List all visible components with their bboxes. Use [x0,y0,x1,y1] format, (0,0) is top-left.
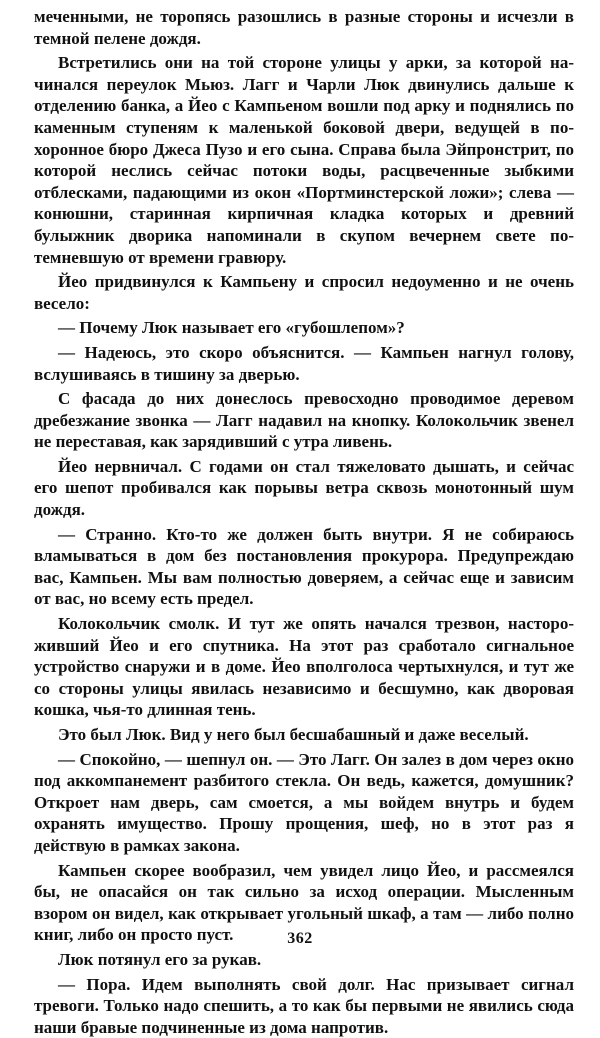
dialogue-line: — Надеюсь, это скоро объяснится. — Кампьен нагнул голову, вслушиваясь в тишину за дверью. [34,342,574,384]
paragraph-continuation: меченными, не торопясь разошлись в разные стороны и исчезли в темной пелене дождя. [34,7,574,48]
paragraph: Йео нервничал. С годами он стал тяжеловато дышать, и сейчас его шепот пробивался как порывы ветра сквозь монотонный шум дождя. [34,456,574,520]
dialogue-line: — Почему Люк называет его «губошлепом»? [58,318,405,338]
paragraph: Люк потянул его за рукав. [58,949,262,969]
paragraph: Йео придвинулся к Кампьену и спросил недоуменно и не очень весело: [34,272,574,313]
page-number: 362 [287,930,313,947]
paragraph: С фасада до них донеслось превосходно проводимое деревом дребезжание звонка — Лагг надавил на кнопку. Колокольчик звенел не переставая, как зарядивший с утра ливень. [34,389,574,452]
paragraph: Колокольчик смолк. И тут же опять начался трезвон, настороживший Йео и его спутника. На этот раз сработало сигнальное устройство снаружи и в доме. Йео вполголоса чертыхнулся, и тут же со стороны улицы явилась независимо и бесшумно, как дворовая кошка, чья-то длинная тень. [34,614,574,720]
dialogue-line: — Спокойно, — шепнул он. — Это Лагг. Он залез в дом через окно под аккомпанемент разбитого стекла. Он ведь, кажется, домушник? Откроет нам дверь, сам смоется, а мы войдем внутрь и будем охранять имущество. Прошу прощения, шеф, но в этот раз я действую в рамках закона. [34,749,574,855]
paragraph: Встретились они на той стороне улицы у арки, за которой начинался переулок Мьюз. Лагг и Чарли Люк двинулись дальше к отделению банка, а Йео с Кампьеном вошли под арку и поднялись по каменным ступеням к маленькой боковой двери, ведущей в похоронное бюро Джеса Пузо и его сына. Справа была Эйпронстрит, по которой неслись сейчас потоки воды, расцвеченные зыбкими отблесками, падающими из окон «Портминстерской ложи»; слева — конюшни, старинная кирпичная кладка которых и древний булыжник дворика напоминали в скупом вечернем свете потемневшую от времени гравюру. [34,53,574,267]
dialogue-line: — Странно. Кто-то же должен быть внутри. Я не собираюсь вламываться в дом без постановления прокурора. Предупреждаю вас, Кампьен. Мы вам полностью доверяем, а сейчас еще и зависим от вас, но всему есть предел. [34,524,574,609]
dialogue-line: — Пора. Идем выполнять свой долг. Нас призывает сигнал тревоги. Только надо спешить, а то как бы первыми не явились сюда наши бравые подчиненные из дома напротив. [34,974,574,1037]
paragraph: Кампьен скорее вообразил, чем увидел лицо Йео, и рассмеялся бы, не опасайся он так сильно за исход операции. Мысленным взором он видел, как открывает угольный шкаф, а там — либо полно книг, либо он просто пуст. [34,860,574,945]
paragraph: Это был Люк. Вид у него был бесшабашный и даже веселый. [58,725,529,744]
